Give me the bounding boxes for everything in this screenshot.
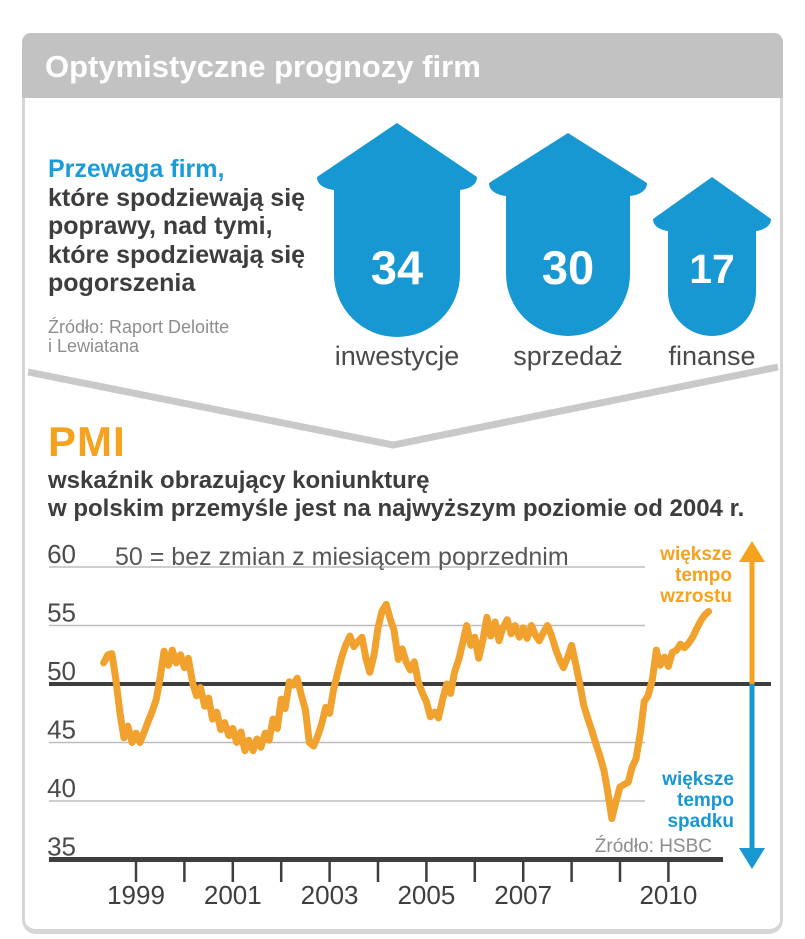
y-tick-label: 60 [47, 539, 76, 569]
pmi-title: PMI [48, 418, 126, 465]
x-tick-label: 2001 [203, 880, 262, 910]
arrow-label-finanse: finanse [668, 341, 756, 371]
note-line: większe [662, 769, 734, 790]
y-tick-label: 35 [47, 831, 76, 862]
x-tick-label: 2005 [397, 880, 456, 910]
lead-line: które spodziewają się [48, 240, 306, 269]
pmi-subtitle [48, 467, 744, 522]
y-tick-label: 55 [47, 597, 76, 628]
section-divider-chevron [22, 360, 783, 455]
lead-line: pogorszenia [48, 269, 196, 297]
baseline-annotation: 50 = bez zmian z miesiącem poprzednim [115, 543, 569, 571]
pmi-subtitle-line: w polskim przemyśle jest na najwyższym poziomie od 2004 r. [48, 494, 745, 522]
arrow-label-inwestycje: inwestycje [334, 341, 460, 371]
arrow-value-sprzedaz: 30 [541, 241, 595, 294]
note-line: tempo [675, 565, 732, 586]
lead-line: poprawy, nad tymi, [48, 212, 273, 240]
lead-line: które spodziewają się [48, 183, 306, 212]
lead-text [48, 155, 305, 298]
x-tick-label: 1999 [107, 880, 165, 910]
arrow-finanse [653, 177, 771, 336]
growth-arrow-up-icon [739, 541, 765, 562]
arrow-sprzedaz [489, 133, 647, 336]
page-title: Optymistyczne prognozy firm [45, 49, 481, 84]
arrow-value-finanse: 17 [689, 246, 735, 292]
source-line: i Lewiatana [48, 336, 140, 356]
arrow-inwestycje [317, 123, 477, 338]
note-line: większe [660, 544, 732, 565]
up-arrow-icon [317, 123, 477, 337]
y-tick-label: 40 [47, 773, 76, 803]
note-line: tempo [677, 790, 734, 811]
chevron-line [28, 367, 778, 445]
note-line: wzrostu [660, 586, 732, 607]
up-arrow-icon [489, 133, 647, 336]
decline-arrow-down-icon [739, 848, 765, 869]
pmi-subtitle-line: wskaźnik obrazujący koniunkturę [48, 467, 430, 494]
lead-highlight: Przewaga firm, [48, 155, 225, 183]
x-tick-label: 2010 [639, 880, 698, 910]
x-tick-label: 2007 [494, 880, 553, 910]
decline-tempo-note [604, 769, 734, 832]
note-line: spadku [667, 811, 734, 832]
y-tick-label: 45 [47, 714, 76, 745]
x-tick-label: 2003 [300, 880, 359, 910]
y-tick-label: 50 [47, 656, 76, 686]
source-hsbc: Źródło: HSBC [594, 836, 712, 857]
growth-tempo-note [602, 544, 732, 607]
source-line: Źródło: Raport Deloitte [48, 317, 230, 337]
source-deloitte [48, 318, 229, 356]
arrow-value-inwestycje: 34 [370, 241, 424, 294]
arrow-label-sprzedaz: sprzedaż [513, 341, 623, 371]
